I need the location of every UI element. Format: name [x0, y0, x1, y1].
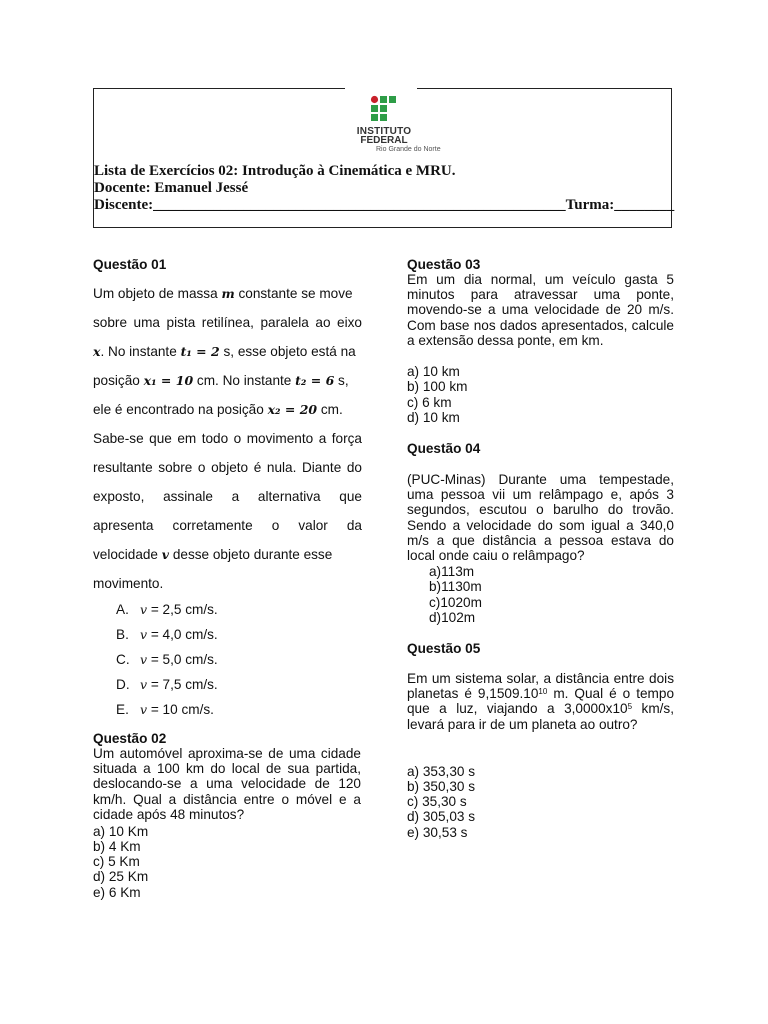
list-title: Lista de Exercícios 02: Introdução à Cinemática e MRU.: [94, 163, 456, 179]
logo-line3: Rio Grande do Norte: [376, 146, 441, 153]
logo-mark-icon: [370, 95, 400, 125]
q1-line-6: Sabe-se que em todo o movimento a força: [93, 431, 362, 446]
q1-line-10: velocidade v desse objeto durante esse: [93, 547, 333, 562]
q1-line-11: movimento.: [93, 576, 164, 591]
q2-option-b: b) 4 Km: [93, 839, 141, 854]
q4-option-d: d)102m: [429, 610, 476, 625]
q1-option-a: A. v = 2,5 cm/s.: [116, 602, 218, 617]
q2-title: Questão 02: [93, 731, 167, 746]
docente-line: Docente: Emanuel Jessé: [94, 180, 249, 196]
q4-option-c: c)1020m: [429, 595, 482, 610]
q5-title: Questão 05: [407, 641, 481, 656]
q4-title: Questão 04: [407, 441, 481, 456]
logo-gap: [345, 84, 417, 92]
institution-logo: [352, 95, 441, 157]
q5-option-a: a) 353,30 s: [407, 764, 476, 779]
q3-option-b: b) 100 km: [407, 379, 468, 394]
q1-line-4: posição x₁ = 10 cm. No instante t₂ = 6 s,: [93, 373, 349, 388]
q3-title: Questão 03: [407, 257, 481, 272]
q5-option-d: d) 305,03 s: [407, 809, 476, 824]
q1-line-2: sobre uma pista retilínea, paralela ao eixo: [93, 315, 362, 330]
q1-option-b: B. v = 4,0 cm/s.: [116, 627, 218, 642]
q2-text: Um automóvel aproxima-se de uma cidade situada a 100 km do local de sua partida, deslocando-se a uma velocidade de 120 km/h. Qual a distância entre o móvel e a cidade após 48 minutos?: [93, 746, 361, 822]
q1-line-7: resultante sobre o objeto é nula. Diante do: [93, 460, 362, 475]
q1-option-e: E. v = 10 cm/s.: [116, 702, 214, 717]
q1-line-1: Um objeto de massa m constante se move: [93, 286, 353, 301]
q1-option-d: D. v = 7,5 cm/s.: [116, 677, 218, 692]
discente-line: Discente:_______________________________________________________Turma:________: [94, 197, 675, 213]
q3-option-c: c) 6 km: [407, 395, 452, 410]
q2-option-c: c) 5 Km: [93, 854, 140, 869]
q2-option-e: e) 6 Km: [93, 885, 141, 900]
logo-line1: INSTITUTO: [356, 126, 412, 137]
q4-option-b: b)1130m: [429, 579, 482, 594]
q5-option-e: e) 30,53 s: [407, 825, 468, 840]
q3-text: Em um dia normal, um veículo gasta 5 minutos para atravessar uma ponte, movendo-se a uma velocidade de 20 m/s. Com base nos dados apresentados, calcule a extensão dessa ponte, em km.: [407, 272, 674, 348]
q5-text: Em um sistema solar, a distância entre dois planetas é 9,1509.10$^{10}$ m. Qual é o tempo que a luz, viajando a $3,0000x10^5$ km/s, levará para ir de um planeta ao outro?: [407, 671, 674, 732]
q2-option-a: a) 10 Km: [93, 824, 149, 839]
q1-option-c: C. v = 5,0 cm/s.: [116, 652, 218, 667]
q2-option-d: d) 25 Km: [93, 869, 149, 884]
q3-option-a: a) 10 km: [407, 364, 460, 379]
q5-option-b: b) 350,30 s: [407, 779, 476, 794]
logo-line2: FEDERAL: [360, 135, 408, 146]
q4-text: (PUC-Minas) Durante uma tempestade, uma pessoa vii um relâmpago e, após 3 segundos, escutou o barulho do trovão. Sendo a velocidade do som igual a 340,0 m/s a que distância a pessoa estava do local onde caiu o relâmpago?: [407, 472, 674, 564]
q3-option-d: d) 10 km: [407, 410, 460, 425]
q1-line-9: apresenta corretamente o valor da: [93, 518, 362, 533]
q1-line-3: x. No instante t₁ = 2 s, esse objeto está na: [93, 344, 356, 359]
q1-title: Questão 01: [93, 257, 167, 272]
q5-option-c: c) 35,30 s: [407, 794, 467, 809]
q4-option-a: a)113m: [429, 564, 475, 579]
q1-line-5: ele é encontrado na posição x₂ = 20 cm.: [93, 402, 343, 417]
q1-line-8: exposto, assinale a alternativa que: [93, 489, 362, 504]
